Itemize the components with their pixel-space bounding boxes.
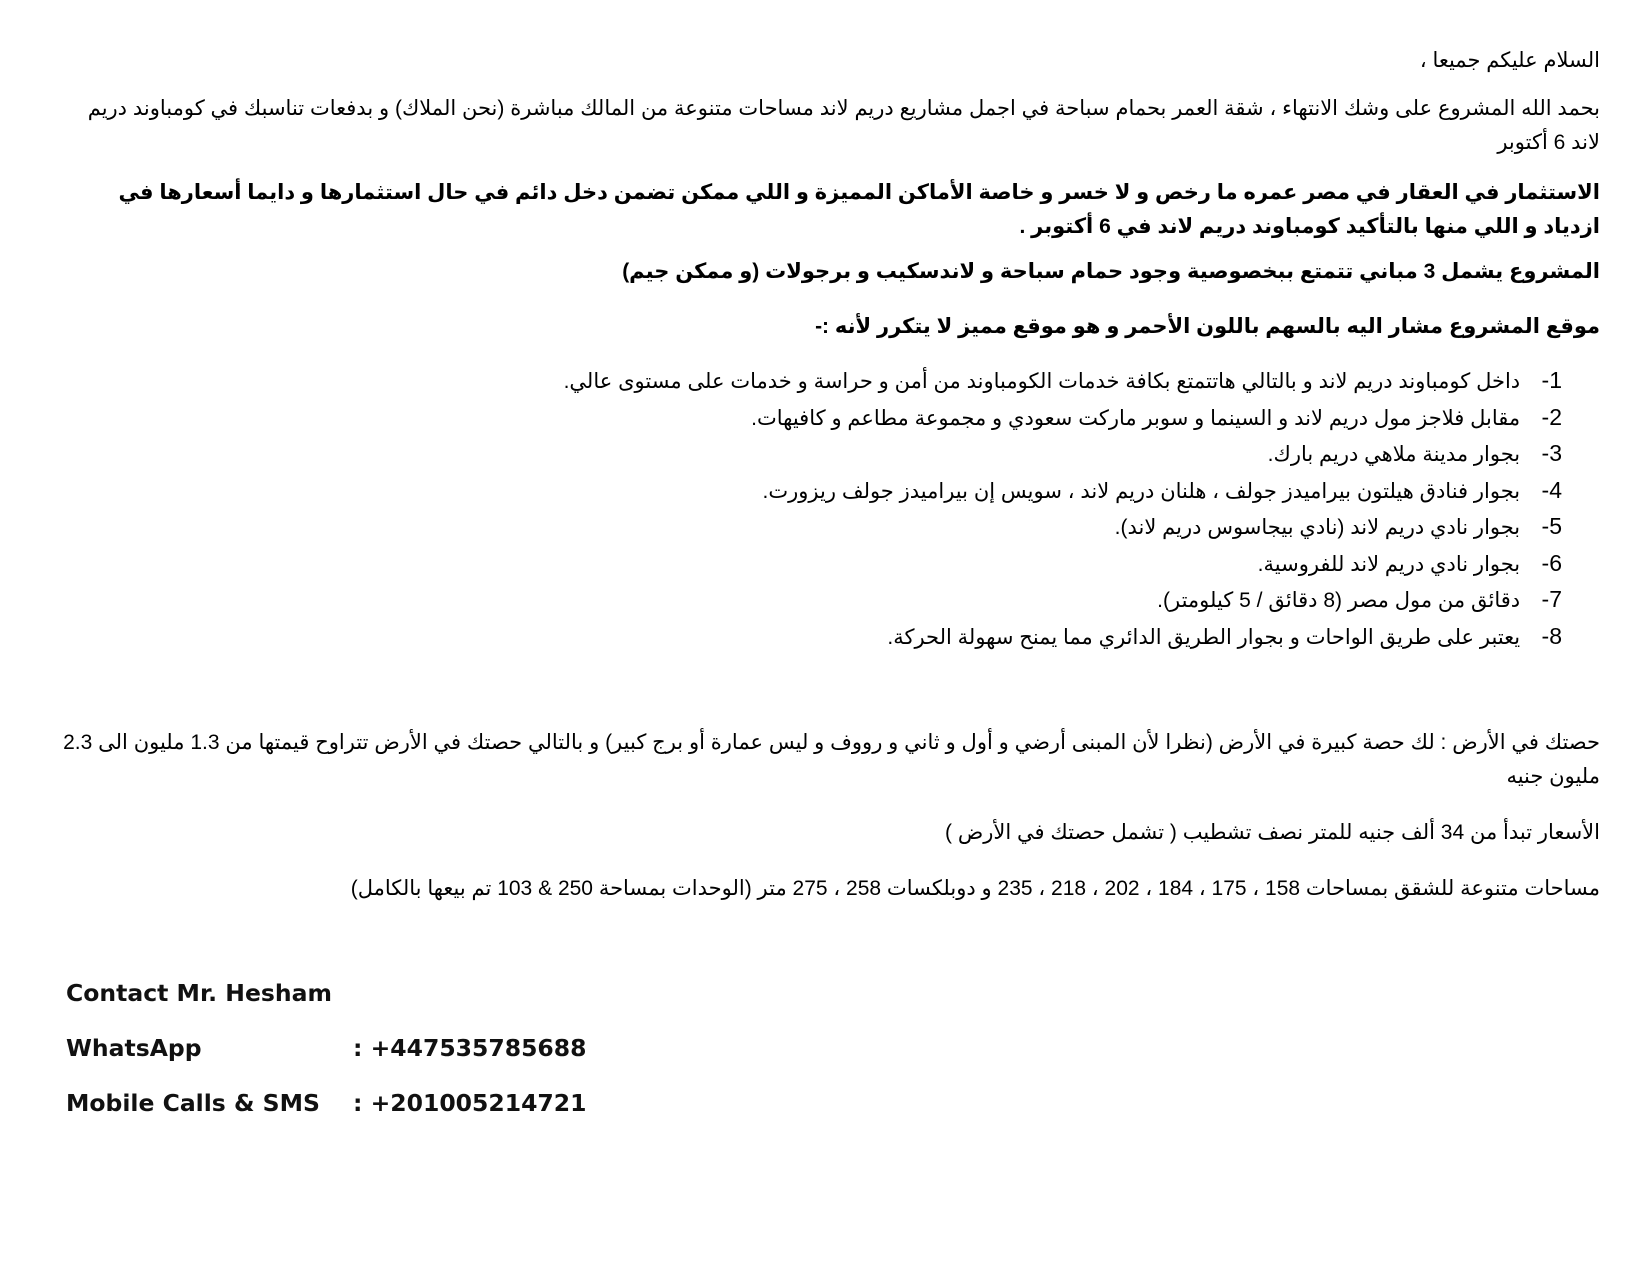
list-item-text: بجوار نادي دريم لاند (نادي بيجاسوس دريم لاند). bbox=[1114, 516, 1521, 539]
list-item-text: دقائق من مول مصر (8 دقائق / 5 كيلومتر). bbox=[1157, 589, 1521, 612]
list-item bbox=[362, 581, 1562, 618]
greeting-line: السلام عليكم جميعا ، bbox=[1419, 49, 1600, 72]
areas-line: مساحات متنوعة للشقق بمساحات 158 ، 175 ، 184 ، 202 ، 218 ، 235 و دوبلكسات 258 ، 275 متر (الوحدات بمساحة 250 & 103 تم بيعها بالكامل) bbox=[350, 877, 1600, 900]
list-item-text: مقابل فلاجز مول دريم لاند و السينما و سوبر ماركت سعودي و مجموعة مطاعم و كافيهات. bbox=[751, 406, 1521, 430]
list-item-number: 1- bbox=[1541, 367, 1562, 393]
list-item-text: يعتبر على طريق الواحات و بجوار الطريق الدائري مما يمنح سهولة الحركة. bbox=[887, 625, 1521, 649]
project-features-line: المشروع يشمل 3 مباني تتمتع ببخصوصية وجود حمام سباحة و لاندسكيب و برجولات (و ممكن جيم) bbox=[622, 260, 1600, 283]
list-item bbox=[362, 508, 1562, 545]
location-points-list bbox=[362, 362, 1562, 654]
list-item-number: 5- bbox=[1541, 513, 1562, 539]
location-intro-line: موقع المشروع مشار اليه بالسهم باللون الأحمر و هو موقع مميز لا يتكرر لأنه :- bbox=[815, 315, 1600, 338]
list-item-number: 4- bbox=[1541, 476, 1562, 503]
investment-paragraph: الاستثمار في العقار في مصر عمره ما رخص و لا خسر و خاصة الأماكن المميزة و اللي ممكن تضمن دخل دائم في حال استثمارها و دايما أسعارها في ازدياد و اللي منها بالتأكيد كومباوند دريم لاند في 6 أكتوبر . bbox=[118, 181, 1600, 238]
list-item bbox=[362, 399, 1562, 436]
intro-paragraph: بحمد الله المشروع على وشك الانتهاء ، شقة العمر بحمام سباحة في اجمل مشاريع دريم لاند مساحات متنوعة من المالك مباشرة (نحن الملاك) و بدفعات تناسبك في كومباوند دريم لاند 6 أكتوبر bbox=[87, 97, 1600, 154]
list-item bbox=[362, 362, 1562, 399]
list-item bbox=[362, 618, 1562, 655]
prices-line: الأسعار تبدأ من 34 ألف جنيه للمتر نصف تشطيب ( تشمل حصتك في الأرض ) bbox=[945, 821, 1600, 844]
list-item-text: داخل كومباوند دريم لاند و بالتالي هاتتمتع بكافة خدمات الكومباوند من أمن و حراسة و خدمات على مستوى عالي. bbox=[563, 370, 1521, 393]
contact-heading: Contact Mr. Hesham bbox=[66, 979, 332, 1007]
whatsapp-row bbox=[66, 1021, 587, 1076]
list-item-number: 7- bbox=[1541, 586, 1562, 612]
list-item-number: 8- bbox=[1541, 622, 1562, 649]
list-item bbox=[362, 435, 1562, 472]
list-item-text: بجوار نادي دريم لاند للفروسية. bbox=[1257, 552, 1521, 576]
mobile-number: : +201005214721 bbox=[353, 1089, 587, 1117]
list-item-number: 2- bbox=[1541, 403, 1562, 430]
whatsapp-label: WhatsApp bbox=[66, 1034, 202, 1062]
list-item-text: بجوار مدينة ملاهي دريم بارك. bbox=[1267, 443, 1521, 466]
list-item bbox=[362, 545, 1562, 582]
list-item-number: 6- bbox=[1541, 549, 1562, 576]
list-item bbox=[362, 472, 1562, 509]
whatsapp-number: : +447535785688 bbox=[353, 1034, 587, 1062]
land-share-paragraph: حصتك في الأرض : لك حصة كبيرة في الأرض (نظرا لأن المبنى أرضي و أول و ثاني و رووف و ليس عمارة أو برج كبير) و بالتالي حصتك في الأرض تتراوح قيمتها من 1.3 مليون الى 2.3 مليون جنيه bbox=[63, 731, 1600, 788]
contact-block bbox=[66, 966, 587, 1131]
mobile-row bbox=[66, 1076, 587, 1131]
list-item-number: 3- bbox=[1541, 440, 1562, 466]
mobile-label: Mobile Calls & SMS bbox=[66, 1089, 320, 1117]
list-item-text: بجوار فنادق هيلتون بيراميدز جولف ، هلنان دريم لاند ، سويس إن بيراميدز جولف ريزورت. bbox=[762, 479, 1521, 503]
